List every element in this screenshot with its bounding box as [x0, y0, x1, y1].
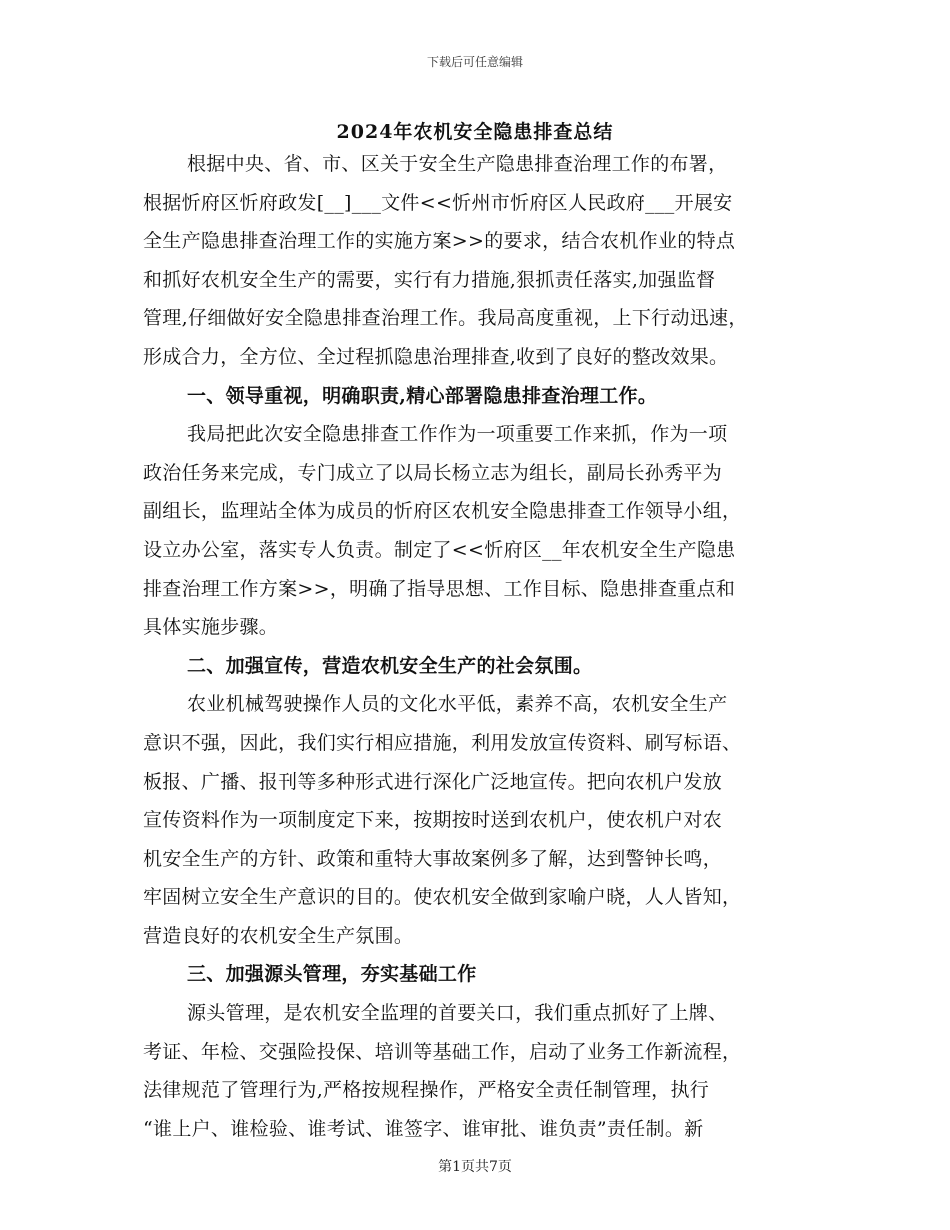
paragraph-line: 我局把此次安全隐患排查工作作为一项重要工作来抓，作为一项: [187, 423, 728, 446]
paragraph-line: 形成合力，全方位、全过程抓隐患治理排查,收到了良好的整改效果。: [143, 345, 729, 368]
paragraph-line: 根据中央、省、市、区关于安全生产隐患排查治理工作的布署，: [187, 153, 728, 175]
paragraph-line: 法律规范了管理行为,严格按规程操作，严格安全责任制管理，执行: [143, 1079, 710, 1102]
document-title: 2024年农机安全隐患排查总结: [336, 121, 614, 143]
paragraph-line: 考证、年检、交强险投保、培训等基础工作，启动了业务工作新流程，: [143, 1040, 742, 1063]
paragraph-line: 副组长，监理站全体为成员的忻府区农机安全隐患排查工作领导小组，: [143, 500, 742, 523]
paragraph-line: 政治任务来完成，专门成立了以局长杨立志为组长，副局长孙秀平为: [143, 461, 723, 484]
paragraph-line: 设立办公室，落实专人负责。制定了<<忻府区__年农机安全生产隐患: [143, 538, 736, 561]
paragraph-line: 牢固树立安全生产意识的目的。使农机安全做到家喻户晓，人人皆知，: [143, 886, 742, 909]
paragraph-line: 和抓好农机安全生产的需要，实行有力措施,狠抓责任落实,加强监督: [143, 268, 716, 291]
section-heading: 一、领导重视，明确职责,精心部署隐患排查治理工作。: [187, 384, 658, 407]
paragraph-line: 宣传资料作为一项制度定下来，按期按时送到农机户，使农机户对农: [143, 809, 723, 832]
document-body: [143, 145, 823, 1148]
paragraph-line: 机安全生产的方针、政策和重特大事故案例多了解，达到警钟长鸣，: [143, 847, 723, 870]
section-heading: 二、加强宣传，营造农机安全生产的社会氛围。: [187, 654, 593, 677]
paragraph-line: 源头管理，是农机安全监理的首要关口，我们重点抓好了上牌、: [187, 1002, 728, 1025]
paragraph-line: 意识不强，因此，我们实行相应措施，利用发放宣传资料、刷写标语、: [143, 731, 742, 754]
paragraph-line: 全生产隐患排查治理工作的实施方案>>的要求，结合农机作业的特点: [143, 230, 736, 253]
paragraph-line: 具体实施步骤。: [143, 616, 279, 639]
paragraph-line: 板报、广播、报刊等多种形式进行深化广泛地宣传。把向农机户发放: [143, 770, 723, 793]
page-footer: 第1页共7页: [438, 1159, 512, 1175]
paragraph-line: 根据忻府区忻府政发[__]___文件<<忻州市忻府区人民政府___开展安: [143, 191, 733, 214]
paragraph-line: “谁上户、谁检验、谁考试、谁签字、谁审批、谁负责”责任制。新: [143, 1117, 704, 1140]
page-header: 下载后可任意编辑: [426, 55, 523, 69]
paragraph-line: 管理,仔细做好安全隐患排查治理工作。我局高度重视，上下行动迅速，: [143, 307, 748, 330]
section-heading: 三、加强源头管理，夯实基础工作: [187, 963, 477, 986]
paragraph-line: 排查治理工作方案>>，明确了指导思想、工作目标、隐患排查重点和: [143, 577, 736, 600]
paragraph-line: 农业机械驾驶操作人员的文化水平低，素养不高，农机安全生产: [187, 693, 728, 716]
paragraph-line: 营造良好的农机安全生产氛围。: [143, 924, 414, 947]
